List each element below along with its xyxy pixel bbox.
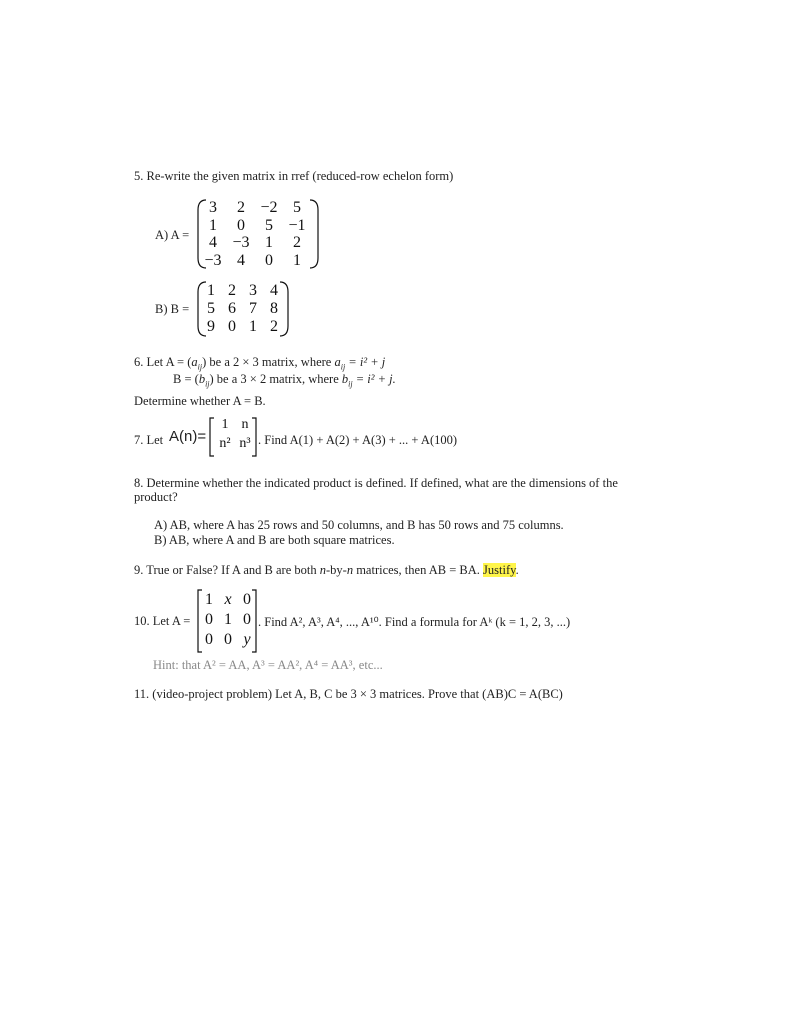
matrix-cell: 0 <box>224 631 232 648</box>
matrix-cell: −2 <box>260 199 278 216</box>
matrix-cell: 2 <box>270 318 278 335</box>
matrix-cell: 2 <box>237 199 245 216</box>
matrix-cell: 4 <box>270 282 278 299</box>
matrix-cell: 1 <box>249 318 257 335</box>
problem-7-function: A(n)= <box>169 428 207 445</box>
matrix-cell: 7 <box>249 300 257 317</box>
matrix-cell: 0 <box>243 591 251 608</box>
problem-5-prompt: 5. Re-write the given matrix in rref (reduced-row echelon form) <box>134 169 454 183</box>
matrix-cell: n³ <box>239 436 251 451</box>
problem-10-hint: Hint: that A² = AA, A³ = AA², A⁴ = AA³, etc... <box>153 658 383 672</box>
matrix-cell: 9 <box>207 318 215 335</box>
matrix-cell: 1 <box>224 611 232 628</box>
matrix-cell: 5 <box>293 199 301 216</box>
matrix-cell: 1 <box>221 417 229 432</box>
problem-8-line-1: 8. Determine whether the indicated product is defined. If defined, what are the dimensions of the <box>134 476 618 490</box>
matrix-cell: −1 <box>288 216 306 234</box>
problem-7-label: 7. Let <box>134 433 164 447</box>
matrix-cell: n² <box>219 436 231 451</box>
matrix-cell: 2 <box>228 282 236 299</box>
matrix-cell: 0 <box>243 611 251 628</box>
matrix-a-label: A) A = <box>155 228 190 242</box>
problem-7-rest: . Find A(1) + A(2) + A(3) + ... + A(100) <box>258 433 458 447</box>
matrix-cell: y <box>243 631 251 648</box>
matrix-cell: 2 <box>293 234 301 251</box>
matrix-cell: 1 <box>293 251 301 269</box>
problem-8-part-b: B) AB, where A and B are both square matrices. <box>154 533 395 547</box>
matrix-7 <box>208 417 258 457</box>
matrix-b <box>196 280 290 338</box>
matrix-cell: 0 <box>228 318 236 335</box>
problem-11: 11. (video-project problem) Let A, B, C be 3 × 3 matrices. Prove that (AB)C = A(BC) <box>134 687 563 701</box>
problem-6-line-2: $B = (b_{ij})$ be a 3 × 2 matrix, where $b_{ij} = i^2 + j$. <box>173 372 396 389</box>
matrix-cell: 5 <box>265 216 273 234</box>
matrix-cell: n <box>241 417 249 432</box>
matrix-cell: 1 <box>265 234 273 251</box>
matrix-cell: 0 <box>237 216 245 234</box>
matrix-cell: 5 <box>207 300 215 317</box>
matrix-cell: 0 <box>265 251 273 269</box>
problem-6-line-1: 6. Let $A = (a_{ij})$ be a 2 × 3 matrix, where $a_{ij} = i^2 + j$ <box>134 355 386 372</box>
justify-highlight: Justify <box>483 563 516 577</box>
matrix-cell: 1 <box>205 591 213 608</box>
matrix-cell: 8 <box>270 300 278 317</box>
matrix-cell: 4 <box>209 234 217 251</box>
problem-9: 9. True or False? If A and B are both n-by-n matrices, then AB = BA. Justify. <box>134 563 519 577</box>
problem-10-label: 10. Let A = <box>134 614 191 628</box>
matrix-cell: 6 <box>228 300 236 317</box>
matrix-cell: 0 <box>205 631 213 648</box>
matrix-cell: 0 <box>205 611 213 628</box>
problem-10-rest: . Find A², A³, A⁴, ..., A¹⁰. Find a formula for Aᵏ (k = 1, 2, 3, ...) <box>258 615 571 629</box>
matrix-cell: 1 <box>207 282 215 299</box>
matrix-b-label: B) B = <box>155 302 190 316</box>
matrix-cell: 4 <box>237 251 245 269</box>
matrix-a <box>196 198 320 270</box>
matrix-cell: −3 <box>204 251 222 269</box>
problem-6-question: Determine whether A = B. <box>134 394 266 408</box>
matrix-cell: 3 <box>249 282 257 299</box>
matrix-cell: 3 <box>209 199 217 216</box>
matrix-cell: x <box>224 591 232 608</box>
matrix-cell: −3 <box>232 234 250 251</box>
matrix-cell: 1 <box>209 216 217 234</box>
matrix-10 <box>196 589 258 653</box>
problem-8-part-a: A) AB, where A has 25 rows and 50 columns, and B has 50 rows and 75 columns. <box>154 518 564 532</box>
problem-8-line-2: product? <box>134 490 178 504</box>
